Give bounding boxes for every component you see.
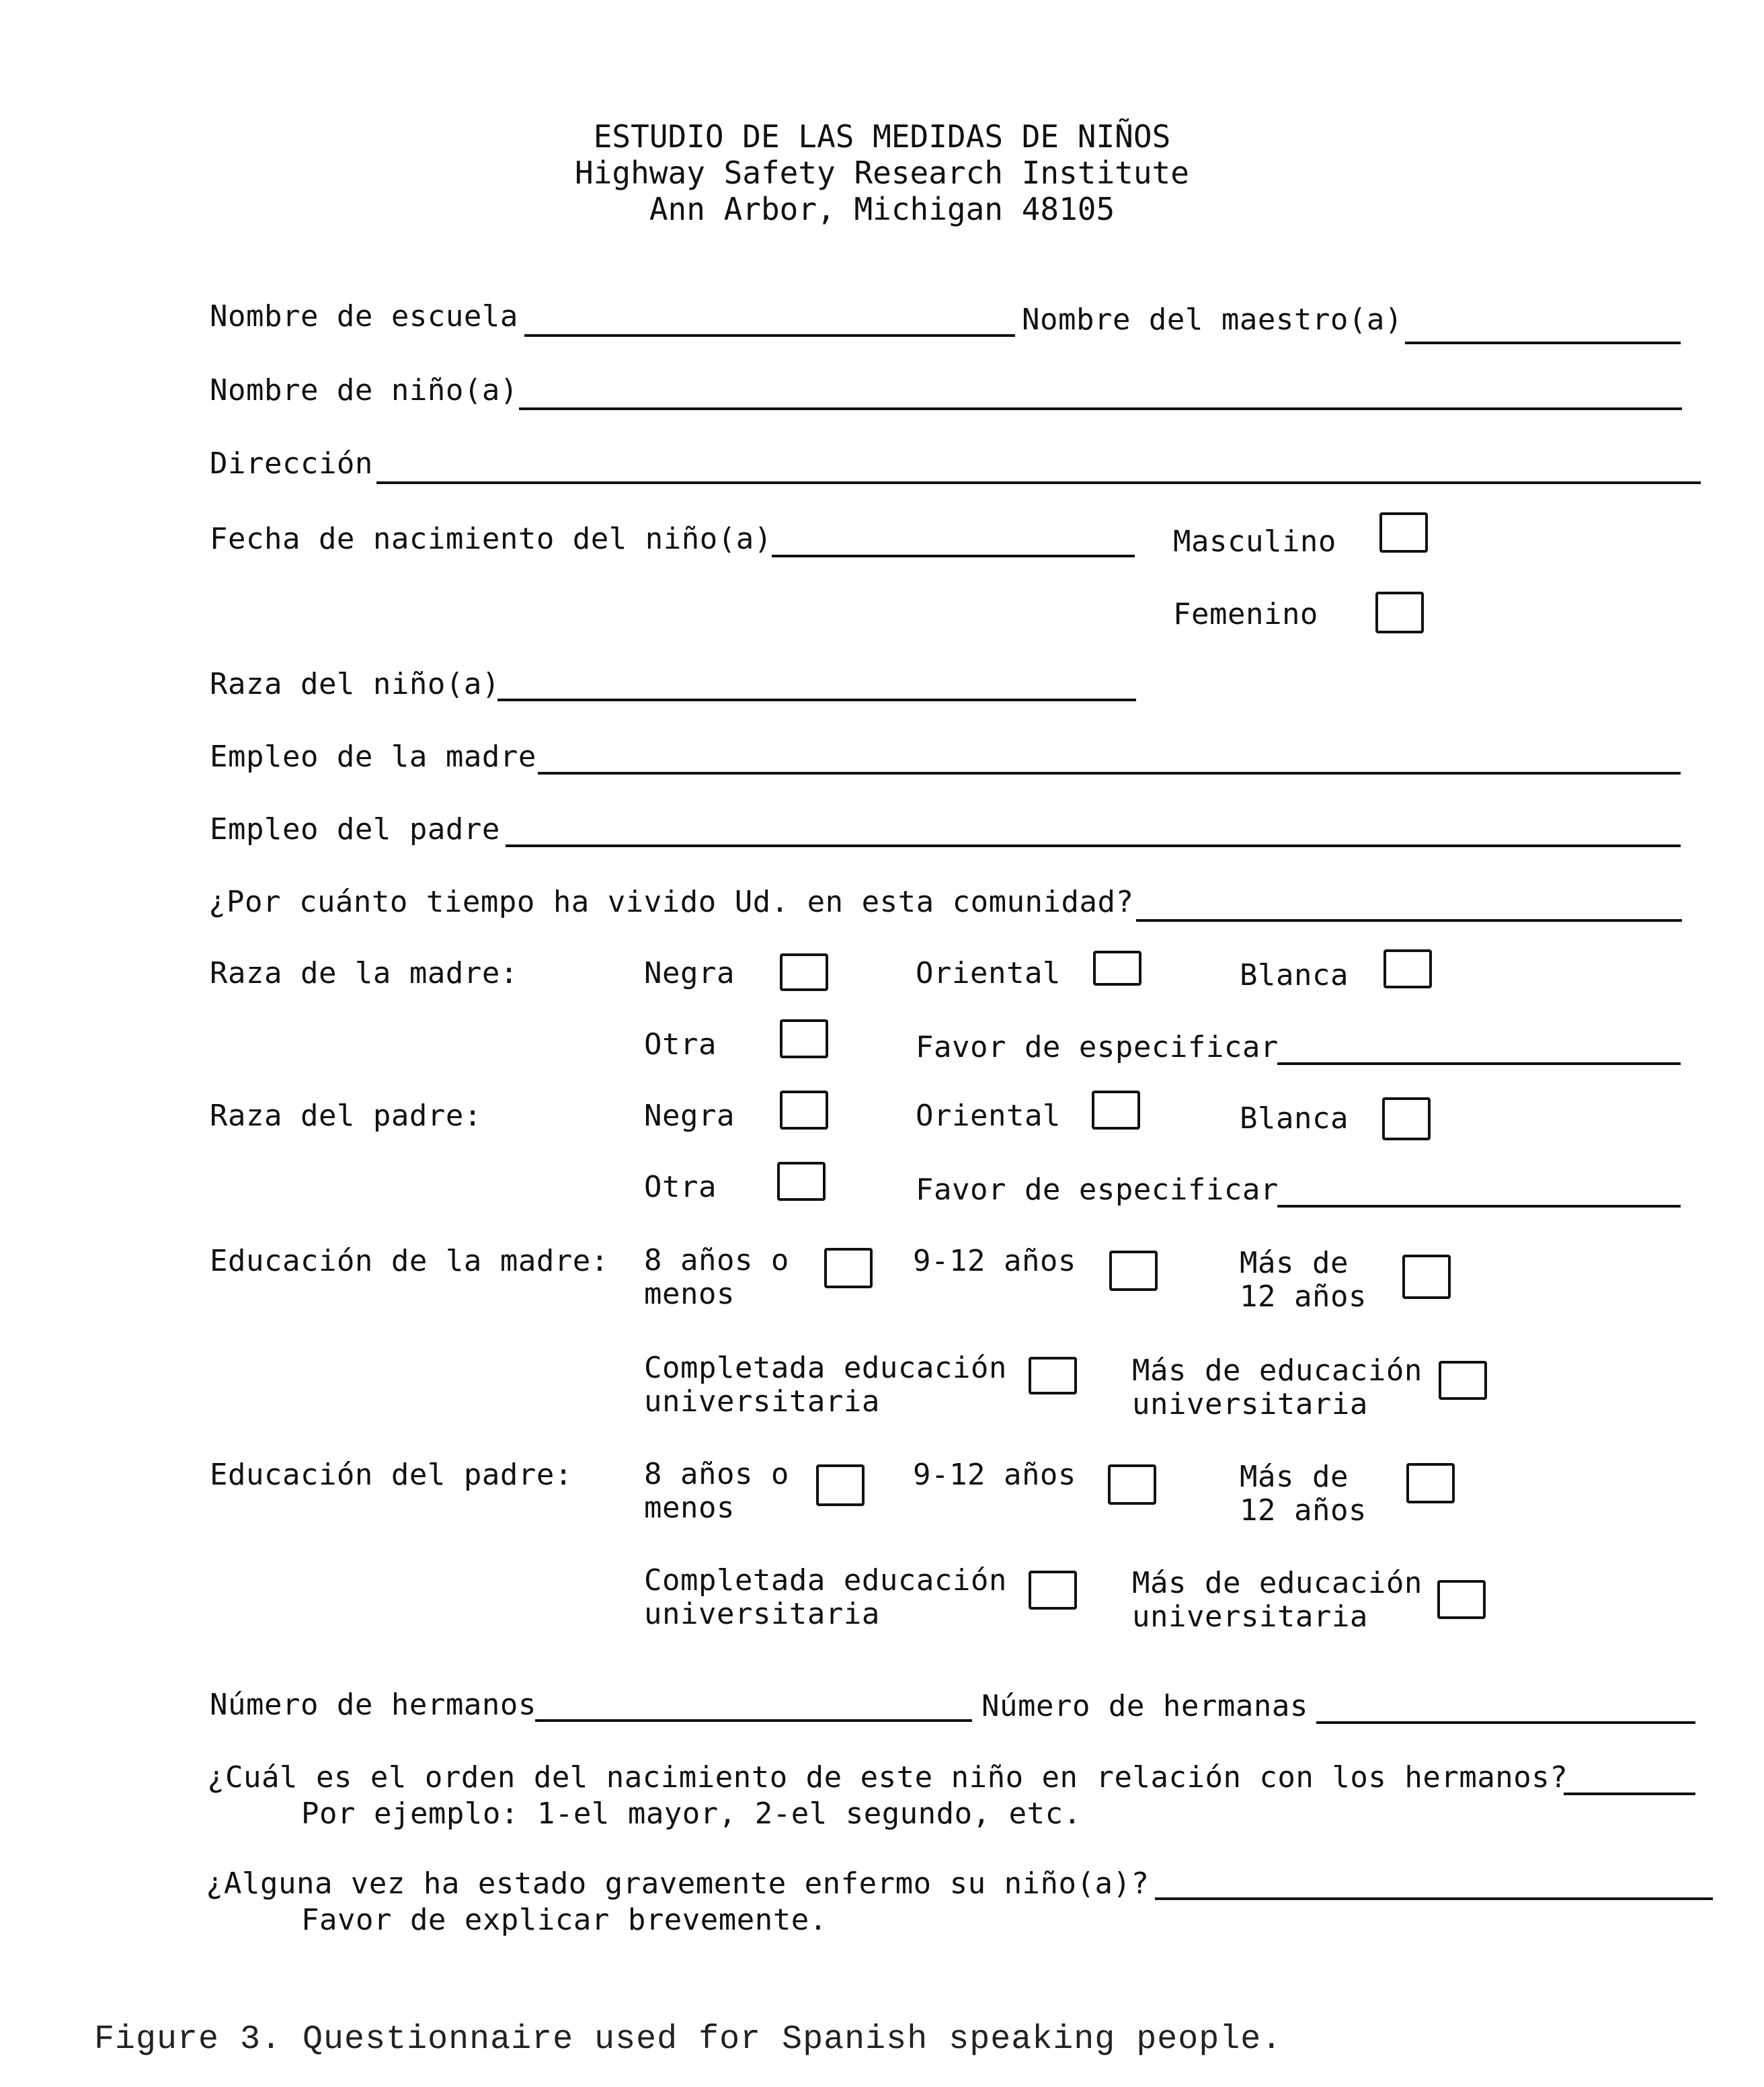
institute-name: Highway Safety Research Institute (575, 155, 1189, 191)
father-edu-12plus-line1: Más de (1240, 1460, 1349, 1494)
mother-race-oriental-label: Oriental (916, 956, 1061, 990)
illness-hint: Favor de explicar brevemente. (301, 1903, 828, 1937)
father-edu-8-checkbox[interactable] (816, 1464, 865, 1506)
figure-caption: Figure 3. Questionnaire used for Spanish speaking people. (94, 2020, 1283, 2059)
father-race-negra-label: Negra (644, 1099, 735, 1133)
child-name-field[interactable] (519, 407, 1682, 410)
mother-edu-college-label (644, 1351, 1007, 1419)
father-race-oriental-checkbox[interactable] (1092, 1091, 1140, 1130)
father-race-label: Raza del padre: (210, 1099, 482, 1133)
community-time-label: ¿Por cuánto tiempo ha vivido Ud. en esta comunidad? (208, 885, 1134, 919)
mother-race-negra-label: Negra (644, 956, 735, 990)
father-edu-college-line2: universitaria (644, 1597, 880, 1631)
illness-question: ¿Alguna vez ha estado gravemente enfermo su niño(a)? (206, 1866, 1150, 1901)
father-race-oriental-label: Oriental (916, 1099, 1061, 1133)
mother-edu-college-line1: Completada educación (644, 1351, 1007, 1385)
mother-edu-12plus-line2: 12 años (1240, 1279, 1367, 1314)
illness-field[interactable] (1155, 1897, 1713, 1900)
mother-race-blanca-checkbox[interactable] (1384, 949, 1432, 988)
father-job-label: Empleo del padre (210, 812, 500, 846)
father-edu-postgrad-line2: universitaria (1132, 1600, 1368, 1634)
father-edu-8-line1: 8 años o (644, 1457, 789, 1491)
mother-race-otra-label: Otra (644, 1027, 717, 1062)
mother-race-specify-field[interactable] (1277, 1062, 1681, 1065)
mother-edu-college-checkbox[interactable] (1029, 1357, 1077, 1394)
female-label: Femenino (1173, 597, 1318, 631)
address-field[interactable] (376, 481, 1701, 484)
community-time-field[interactable] (1136, 919, 1682, 922)
male-checkbox[interactable] (1379, 512, 1428, 553)
mother-edu-college-line2: universitaria (644, 1384, 880, 1419)
mother-edu-postgrad-line1: Más de educación (1132, 1353, 1422, 1388)
father-edu-12plus-line2: 12 años (1240, 1493, 1367, 1528)
sisters-count-field[interactable] (1316, 1721, 1695, 1724)
father-edu-8-line2: menos (644, 1491, 735, 1525)
female-checkbox[interactable] (1375, 592, 1424, 633)
father-edu-12plus-checkbox[interactable] (1406, 1463, 1455, 1503)
mother-edu-8-label (644, 1244, 789, 1311)
teacher-name-field[interactable] (1405, 342, 1681, 344)
father-race-blanca-label: Blanca (1240, 1101, 1349, 1136)
father-race-specify-label: Favor de especificar (916, 1173, 1279, 1207)
father-edu-college-checkbox[interactable] (1029, 1571, 1077, 1610)
mother-edu-postgrad-label (1132, 1354, 1422, 1421)
sisters-count-label: Número de hermanas (981, 1689, 1308, 1723)
mother-edu-9-12-label: 9-12 años (913, 1244, 1076, 1278)
mother-edu-12plus-label (1240, 1247, 1367, 1314)
brothers-count-field[interactable] (535, 1719, 972, 1722)
institute-address: Ann Arbor, Michigan 48105 (649, 191, 1115, 227)
mother-race-otra-checkbox[interactable] (780, 1019, 828, 1058)
father-race-otra-checkbox[interactable] (777, 1162, 826, 1201)
mother-race-label: Raza de la madre: (210, 956, 518, 990)
father-edu-postgrad-line1: Más de educación (1132, 1566, 1422, 1600)
father-race-negra-checkbox[interactable] (780, 1091, 828, 1130)
mother-edu-8-line1: 8 años o (644, 1243, 789, 1277)
mother-education-label: Educación de la madre: (210, 1244, 609, 1278)
father-edu-postgrad-label (1132, 1567, 1422, 1634)
child-name-label: Nombre de niño(a) (210, 373, 518, 407)
birth-order-example: Por ejemplo: 1-el mayor, 2-el segundo, etc. (301, 1797, 1082, 1831)
birth-order-field[interactable] (1564, 1793, 1695, 1795)
school-name-label: Nombre de escuela (210, 299, 518, 333)
birth-order-question: ¿Cuál es el orden del nacimiento de este niño en relación con los hermanos? (207, 1760, 1568, 1795)
mother-race-negra-checkbox[interactable] (780, 953, 828, 991)
father-edu-college-line1: Completada educación (644, 1563, 1007, 1598)
father-edu-9-12-label: 9-12 años (913, 1458, 1076, 1492)
school-name-field[interactable] (524, 334, 1015, 337)
birth-date-label: Fecha de nacimiento del niño(a) (210, 522, 772, 556)
father-job-field[interactable] (506, 844, 1681, 847)
mother-edu-9-12-checkbox[interactable] (1109, 1251, 1158, 1291)
father-edu-12plus-label (1240, 1460, 1367, 1528)
mother-race-blanca-label: Blanca (1240, 958, 1349, 992)
father-edu-postgrad-checkbox[interactable] (1437, 1580, 1486, 1619)
mother-edu-8-line2: menos (644, 1277, 735, 1311)
mother-edu-postgrad-line2: universitaria (1132, 1387, 1368, 1421)
mother-race-specify-label: Favor de especificar (916, 1030, 1279, 1064)
child-race-label: Raza del niño(a) (210, 667, 500, 701)
mother-job-field[interactable] (538, 772, 1681, 775)
father-edu-college-label (644, 1564, 1007, 1631)
mother-edu-postgrad-checkbox[interactable] (1439, 1361, 1487, 1400)
father-edu-9-12-checkbox[interactable] (1108, 1464, 1156, 1505)
teacher-name-label: Nombre del maestro(a) (1022, 303, 1403, 337)
birth-date-field[interactable] (772, 555, 1135, 557)
father-edu-8-label (644, 1458, 789, 1525)
mother-edu-12plus-line1: Más de (1240, 1246, 1349, 1280)
mother-edu-12plus-checkbox[interactable] (1402, 1255, 1451, 1299)
father-education-label: Educación del padre: (210, 1458, 573, 1492)
mother-race-oriental-checkbox[interactable] (1093, 951, 1141, 986)
mother-edu-8-checkbox[interactable] (824, 1248, 873, 1288)
form-title: ESTUDIO DE LAS MEDIDAS DE NIÑOS (593, 118, 1171, 155)
male-label: Masculino (1173, 524, 1336, 559)
father-race-specify-field[interactable] (1277, 1205, 1681, 1208)
brothers-count-label: Número de hermanos (210, 1688, 536, 1722)
child-race-field[interactable] (497, 699, 1136, 701)
father-race-blanca-checkbox[interactable] (1382, 1097, 1431, 1140)
father-race-otra-label: Otra (644, 1170, 717, 1204)
address-label: Dirección (210, 446, 373, 481)
mother-job-label: Empleo de la madre (210, 740, 536, 774)
